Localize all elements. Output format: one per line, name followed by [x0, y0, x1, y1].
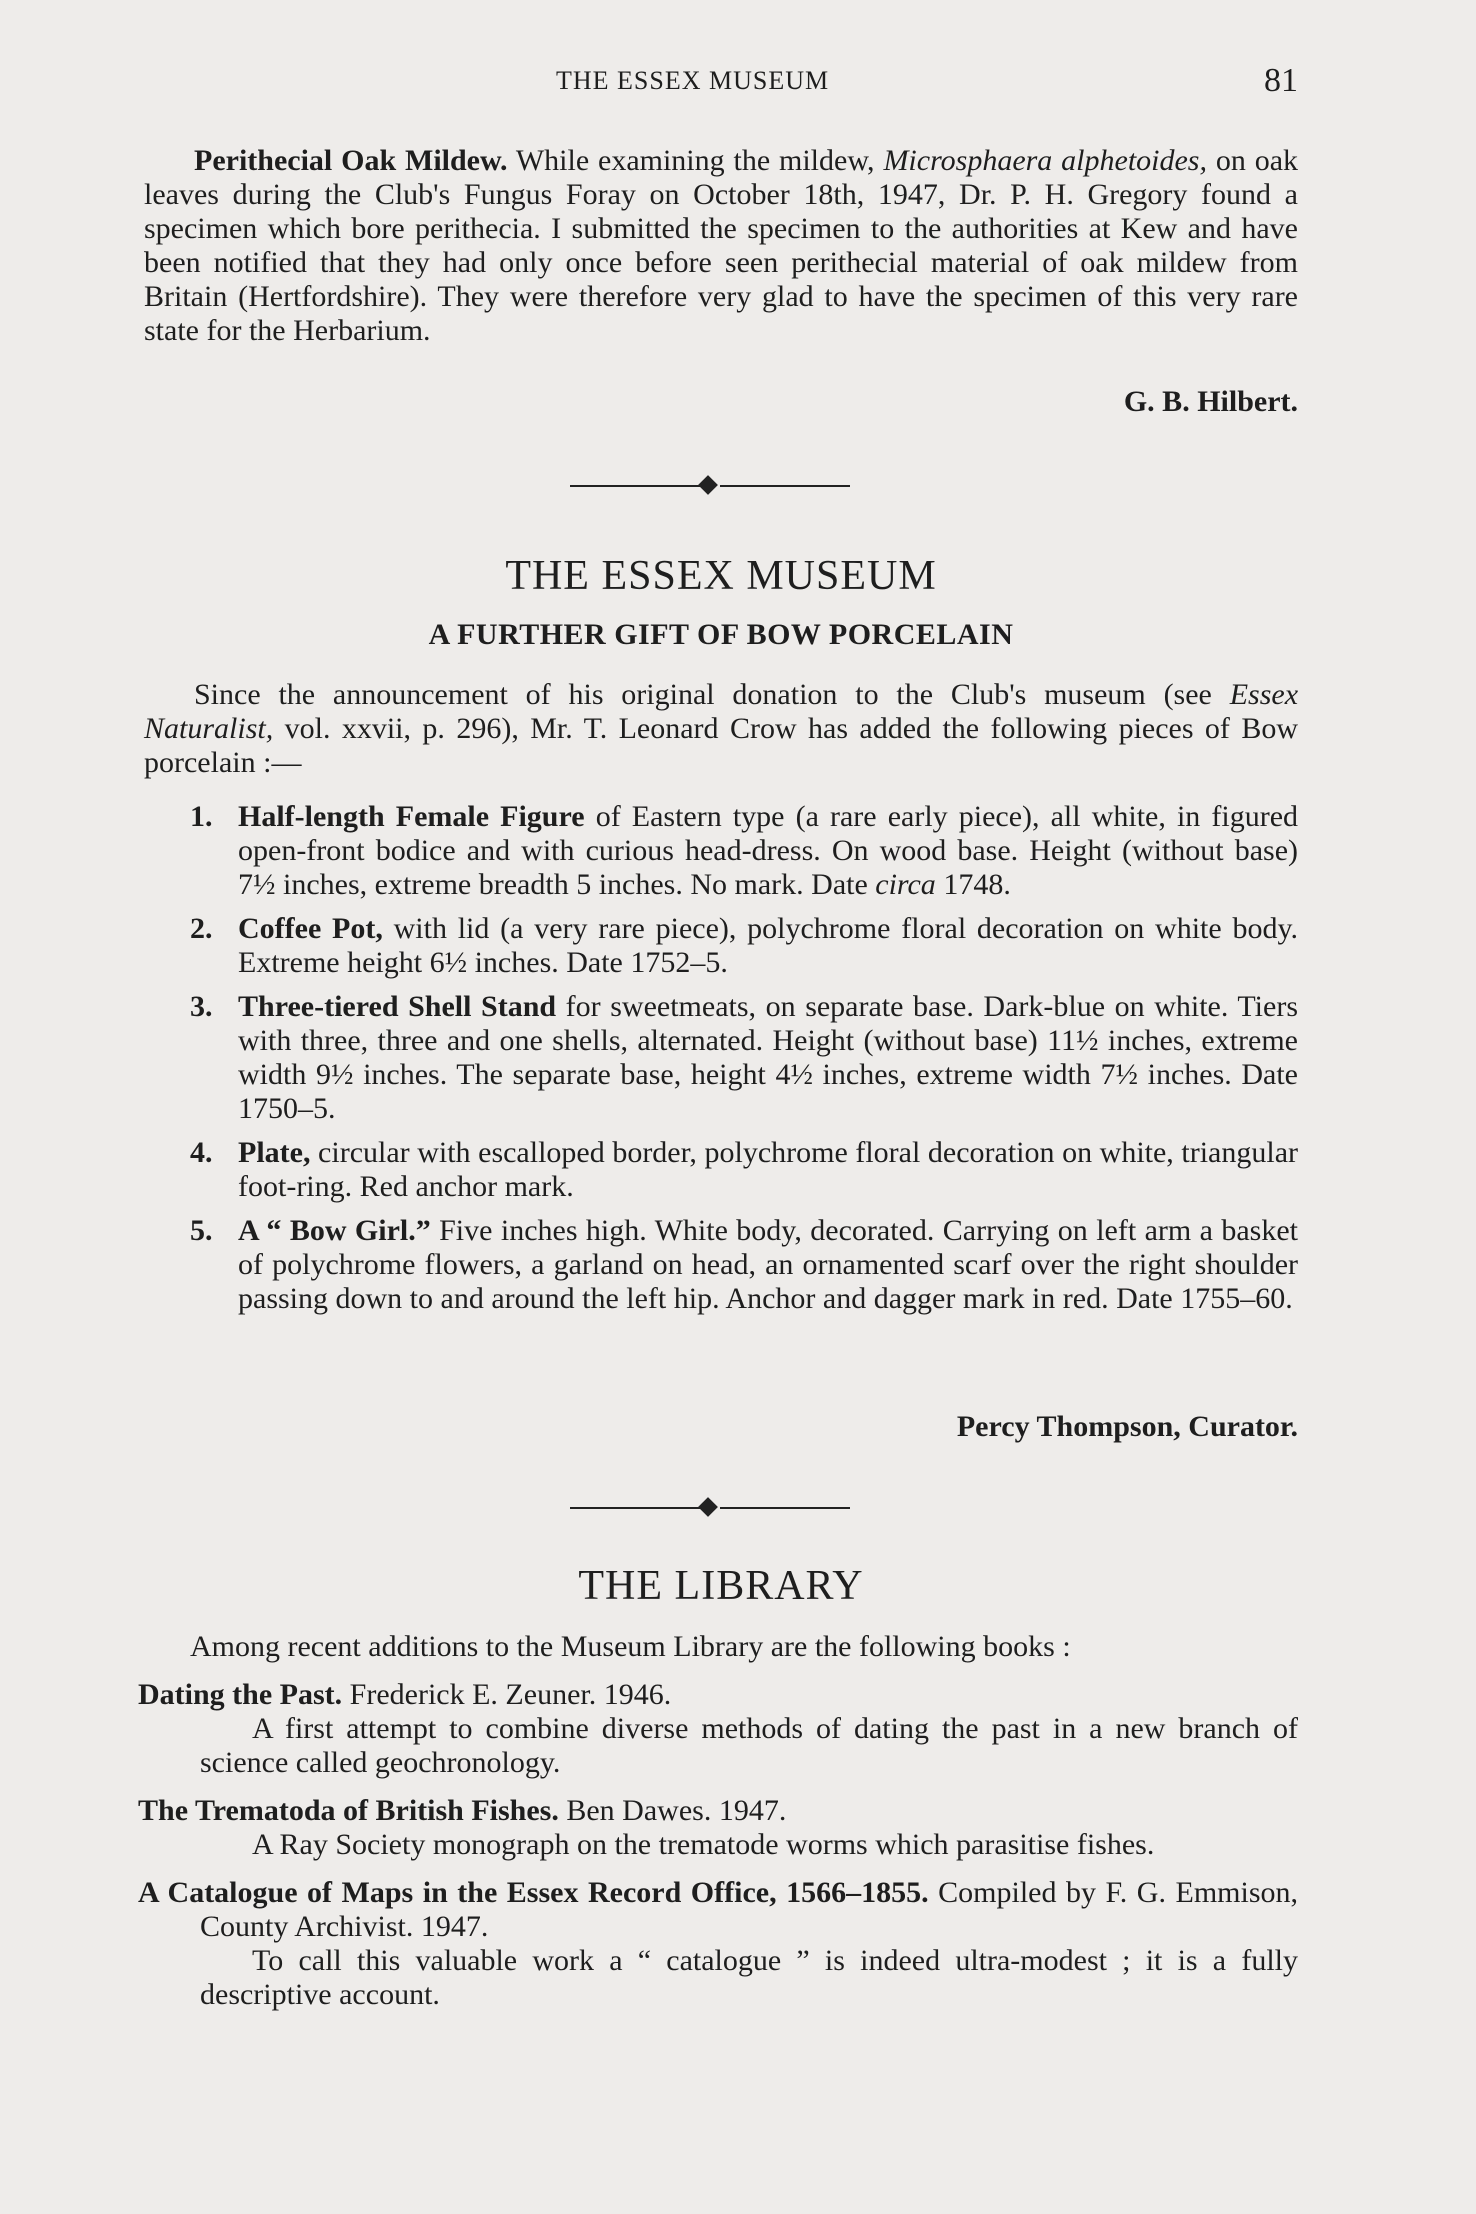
item-number: 3.	[190, 990, 213, 1023]
book-description: A Ray Society monograph on the trematode worms which parasitise fishes.	[252, 1828, 1155, 1861]
museum-intro-text-2: vol. xxvii, p. 296), Mr. T. Leonard Crow has added the following pieces of Bow porcelain :—	[144, 712, 1298, 779]
list-item	[144, 990, 1298, 1126]
library-heading: THE LIBRARY	[578, 1563, 864, 1609]
book-citation	[138, 1794, 1298, 1828]
library-section	[138, 1630, 1298, 2012]
item-text: with lid (a very rare piece), polychrome floral decoration on white body. Extreme height 6½ inches. Date 1752–5.	[238, 912, 1299, 979]
mildew-title: Perithecial Oak Mildew.	[194, 144, 508, 177]
book-title: Dating the Past.	[138, 1678, 343, 1711]
list-item	[144, 1136, 1298, 1204]
running-title: THE ESSEX MUSEUM	[556, 66, 830, 95]
museum-intro	[144, 678, 1298, 780]
item-number: 5.	[190, 1214, 213, 1247]
list-item	[144, 912, 1298, 980]
book-title: The Trematoda of British Fishes.	[138, 1794, 559, 1827]
museum-section	[144, 678, 1298, 1326]
library-intro: Among recent additions to the Museum Library are the following books :	[190, 1630, 1071, 1663]
mildew-text-2: on oak leaves during the Club's Fungus Foray on October 18th, 1947, Dr. P. H. Gregory found a specimen which bore perithecia. I submitted the specimen to the authorities at Kew and have been notified that they had only once before seen perithecial material of oak mildew from Britain (Hertfordshire). They were therefore very glad to have the specimen of this very rare state for the Herbarium.	[144, 144, 1299, 347]
book-citation	[138, 1876, 1298, 1944]
museum-subheading: A FURTHER GIFT OF BOW PORCELAIN	[428, 618, 1014, 651]
section-divider-ornament	[560, 476, 860, 496]
book-meta: Frederick E. Zeuner. 1946.	[349, 1678, 672, 1711]
book-entry	[138, 1794, 1298, 1862]
porcelain-list	[144, 800, 1298, 1316]
item-italic: circa	[875, 868, 936, 901]
mildew-signature: G. B. Hilbert.	[1123, 385, 1298, 418]
book-description: To call this valuable work a “ catalogue ” is indeed ultra-modest ; it is a fully descriptive account.	[200, 1944, 1298, 2011]
book-meta: Ben Dawes. 1947.	[566, 1794, 787, 1827]
book-description: A first attempt to combine diverse methods of dating the past in a new branch of science called geochronology.	[200, 1712, 1298, 1779]
book-title: A Catalogue of Maps in the Essex Record Office, 1566–1855.	[138, 1876, 929, 1909]
book-meta: Compiled by F. G. Emmison, County Archivist. 1947.	[200, 1876, 1298, 1943]
museum-intro-reference: Essex Naturalist,	[144, 678, 1299, 745]
page-number: 81	[1264, 62, 1298, 99]
mildew-species: Microsphaera alphetoides,	[883, 144, 1207, 177]
museum-signature: Percy Thompson, Curator.	[956, 1410, 1298, 1443]
section-divider-ornament	[560, 1498, 860, 1518]
item-title: A “ Bow Girl.”	[238, 1214, 431, 1247]
mildew-paragraph	[144, 144, 1298, 348]
item-number: 4.	[190, 1136, 213, 1169]
item-text-end: 1748.	[943, 868, 1011, 901]
museum-heading: THE ESSEX MUSEUM	[505, 553, 937, 599]
item-title: Three-tiered Shell Stand	[238, 990, 557, 1023]
list-item	[144, 1214, 1298, 1316]
item-text: circular with escalloped border, polychrome floral decoration on white, triangular foot-ring. Red anchor mark.	[238, 1136, 1298, 1203]
item-title: Plate,	[238, 1136, 311, 1169]
item-title: Half-length Female Figure	[238, 800, 585, 833]
item-text: Five inches high. White body, decorated. Carrying on left arm a basket of polychrome flowers, a garland on head, an ornamented scarf over the right shoulder passing down to and around the left hip. Anchor and dagger mark in red. Date 1755–60.	[238, 1214, 1298, 1315]
list-item	[144, 800, 1298, 902]
item-title: Coffee Pot,	[238, 912, 383, 945]
book-entry	[138, 1876, 1298, 2012]
museum-intro-text-1: Since the announcement of his original donation to the Club's museum (see	[194, 678, 1212, 711]
mildew-text-1: While examining the mildew,	[515, 144, 875, 177]
item-text: of Eastern type (a rare early piece), all white, in figured open-front bodice and with curious head-dress. On wood base. Height (without base) 7½ inches, extreme breadth 5 inches. No mark. Date	[238, 800, 1299, 901]
item-text: for sweetmeats, on separate base. Dark-blue on white. Tiers with three, three and one shells, alternated. Height (without base) 11½ inches, extreme width 9½ inches. The separate base, height 4½ inches, extreme width 7½ inches. Date 1750–5.	[238, 990, 1298, 1125]
book-entry	[138, 1678, 1298, 1780]
item-number: 2.	[190, 912, 213, 945]
book-citation	[138, 1678, 1298, 1712]
item-number: 1.	[190, 800, 213, 833]
